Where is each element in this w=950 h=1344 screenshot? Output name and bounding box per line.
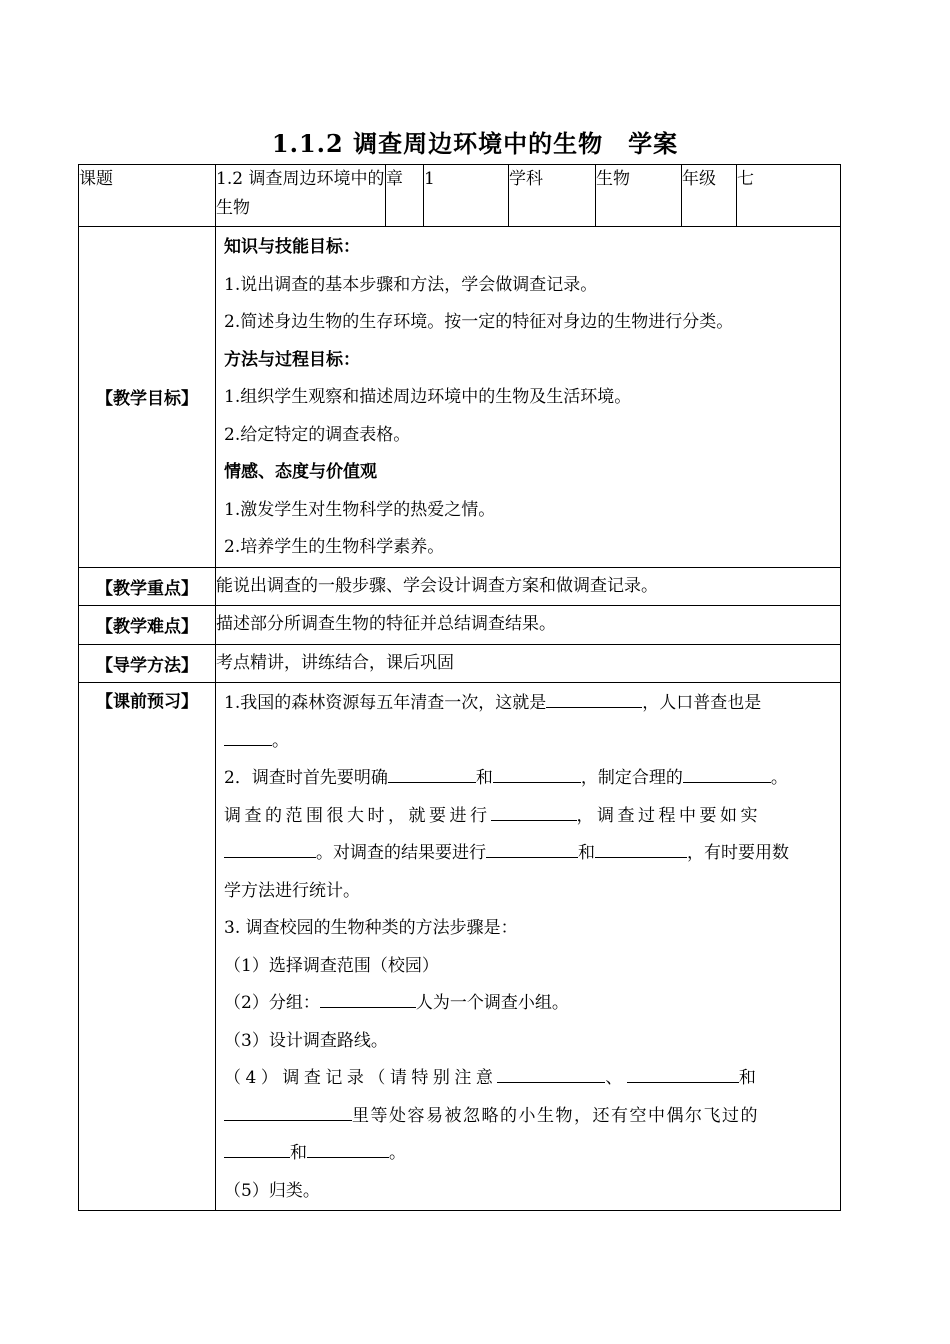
goal-item: 1.组织学生观察和描述周边环境中的生物及生活环境。 (224, 387, 632, 407)
goal-item: 2.培养学生的生物科学素养。 (224, 537, 445, 557)
method-row (79, 644, 841, 683)
goal-item: 2.给定特定的调查表格。 (224, 424, 411, 445)
step-5: （5）归类。 (224, 1180, 320, 1201)
subject-label: 学科 (509, 165, 596, 227)
step-1: （1）选择调查范围（校园） (224, 955, 439, 976)
step-2 (216, 985, 840, 1023)
step4-text-d: 里等处容易被忽略的小生物，还有空中偶尔飞过的 (352, 1105, 759, 1126)
q1-text-a: 1.我国的森林资源每五年清查一次，这就是 (224, 693, 547, 713)
chapter-value: 1 (424, 165, 509, 227)
grade-label: 年级 (682, 165, 737, 227)
step-3: （3）设计调查路线。 (224, 1030, 388, 1051)
subject-value: 生物 (596, 165, 682, 227)
goal-section-method: 方法与过程目标： (224, 349, 360, 370)
blank-field[interactable] (683, 764, 771, 783)
page-title: 1.1.2 调查周边环境中的生物 学案 (271, 129, 679, 158)
goal-item: 1.说出调查的基本步骤和方法，学会做调查记录。 (224, 274, 598, 295)
question-1-cont (216, 723, 840, 761)
blank-field[interactable] (224, 1102, 352, 1121)
question-2-cont2 (216, 835, 840, 873)
step-4-cont2 (216, 1135, 840, 1173)
difficulty-label: 【教学难点】 (79, 606, 216, 645)
blank-field[interactable] (388, 764, 476, 783)
q2-text-b: 和 (475, 768, 493, 788)
q2-text-e: 调查的范围很大时，就要进行 (224, 805, 491, 826)
blank-field[interactable] (224, 839, 316, 858)
q2-text-h: 和 (578, 843, 595, 863)
topic-value: 1.2 调查周边环境中的生物 (216, 165, 386, 227)
q2-text-i: ，有时要用数 (687, 843, 789, 863)
preview-row (79, 683, 841, 1211)
blank-field[interactable] (224, 1139, 290, 1158)
key-point-row (79, 567, 841, 606)
step4-text-a: （4）调查记录（请特别注意 (224, 1068, 498, 1088)
step4-text-f: 。 (389, 1143, 406, 1163)
method-text: 考点精讲，讲练结合，课后巩固 (216, 644, 841, 683)
q1-text-c: 。 (272, 730, 289, 751)
q2-text-a: 2．调查时首先要明确 (224, 768, 388, 788)
question-2-cont3: 学方法进行统计。 (224, 880, 360, 901)
blank-field[interactable] (627, 1064, 739, 1083)
difficulty-row (79, 606, 841, 645)
step2-text-a: （2）分组： (224, 993, 320, 1013)
blank-field[interactable] (307, 1139, 389, 1158)
preview-content (216, 683, 841, 1211)
q1-text-b: ，人口普查也是 (642, 693, 762, 713)
q2-text-f: ，调查过程中要如实 (576, 805, 761, 826)
goals-content (216, 227, 841, 568)
chapter-label: 章 (386, 165, 424, 227)
preview-label: 【课前预习】 (79, 683, 216, 1211)
step4-text-b: 、 (605, 1068, 627, 1088)
step2-text-b: 人为一个调查小组。 (415, 993, 569, 1013)
goal-section-attitude: 情感、态度与价值观 (224, 462, 377, 482)
lesson-plan-table (78, 164, 841, 1211)
question-2-cont (216, 798, 840, 836)
goals-row (79, 227, 841, 568)
goals-label: 【教学目标】 (79, 227, 216, 568)
goal-section-knowledge: 知识与技能目标： (224, 237, 360, 257)
blank-field[interactable] (546, 689, 642, 708)
key-point-label: 【教学重点】 (79, 567, 216, 606)
blank-field[interactable] (486, 839, 578, 858)
step-4-cont (216, 1098, 840, 1136)
blank-field[interactable] (497, 1064, 605, 1083)
goal-item: 2.简述身边生物的生存环境。按一定的特征对身边的生物进行分类。 (224, 312, 734, 332)
q2-text-d: 。 (770, 768, 788, 788)
step-4 (216, 1060, 840, 1098)
topic-label: 课题 (79, 165, 216, 227)
key-point-text: 能说出调查的一般步骤、学会设计调查方案和做调查记录。 (216, 567, 841, 606)
blank-field[interactable] (595, 839, 687, 858)
goal-item: 1.激发学生对生物科学的热爱之情。 (224, 499, 496, 520)
question-2 (216, 760, 840, 798)
grade-value: 七 (737, 165, 841, 227)
step4-text-c: 和 (738, 1068, 761, 1088)
method-label: 【导学方法】 (79, 644, 216, 683)
blank-field[interactable] (224, 727, 272, 746)
header-row (79, 165, 841, 227)
q2-text-c: ，制定合理的 (580, 768, 683, 788)
difficulty-text: 描述部分所调查生物的特征并总结调查结果。 (216, 606, 841, 645)
blank-field[interactable] (320, 989, 416, 1008)
q2-text-g: 。对调查的结果要进行 (316, 843, 486, 863)
question-1 (216, 685, 840, 723)
question-3: 3. 调查校园的生物种类的方法步骤是： (224, 918, 518, 938)
step4-text-e: 和 (290, 1143, 307, 1163)
blank-field[interactable] (493, 764, 581, 783)
blank-field[interactable] (491, 802, 577, 821)
